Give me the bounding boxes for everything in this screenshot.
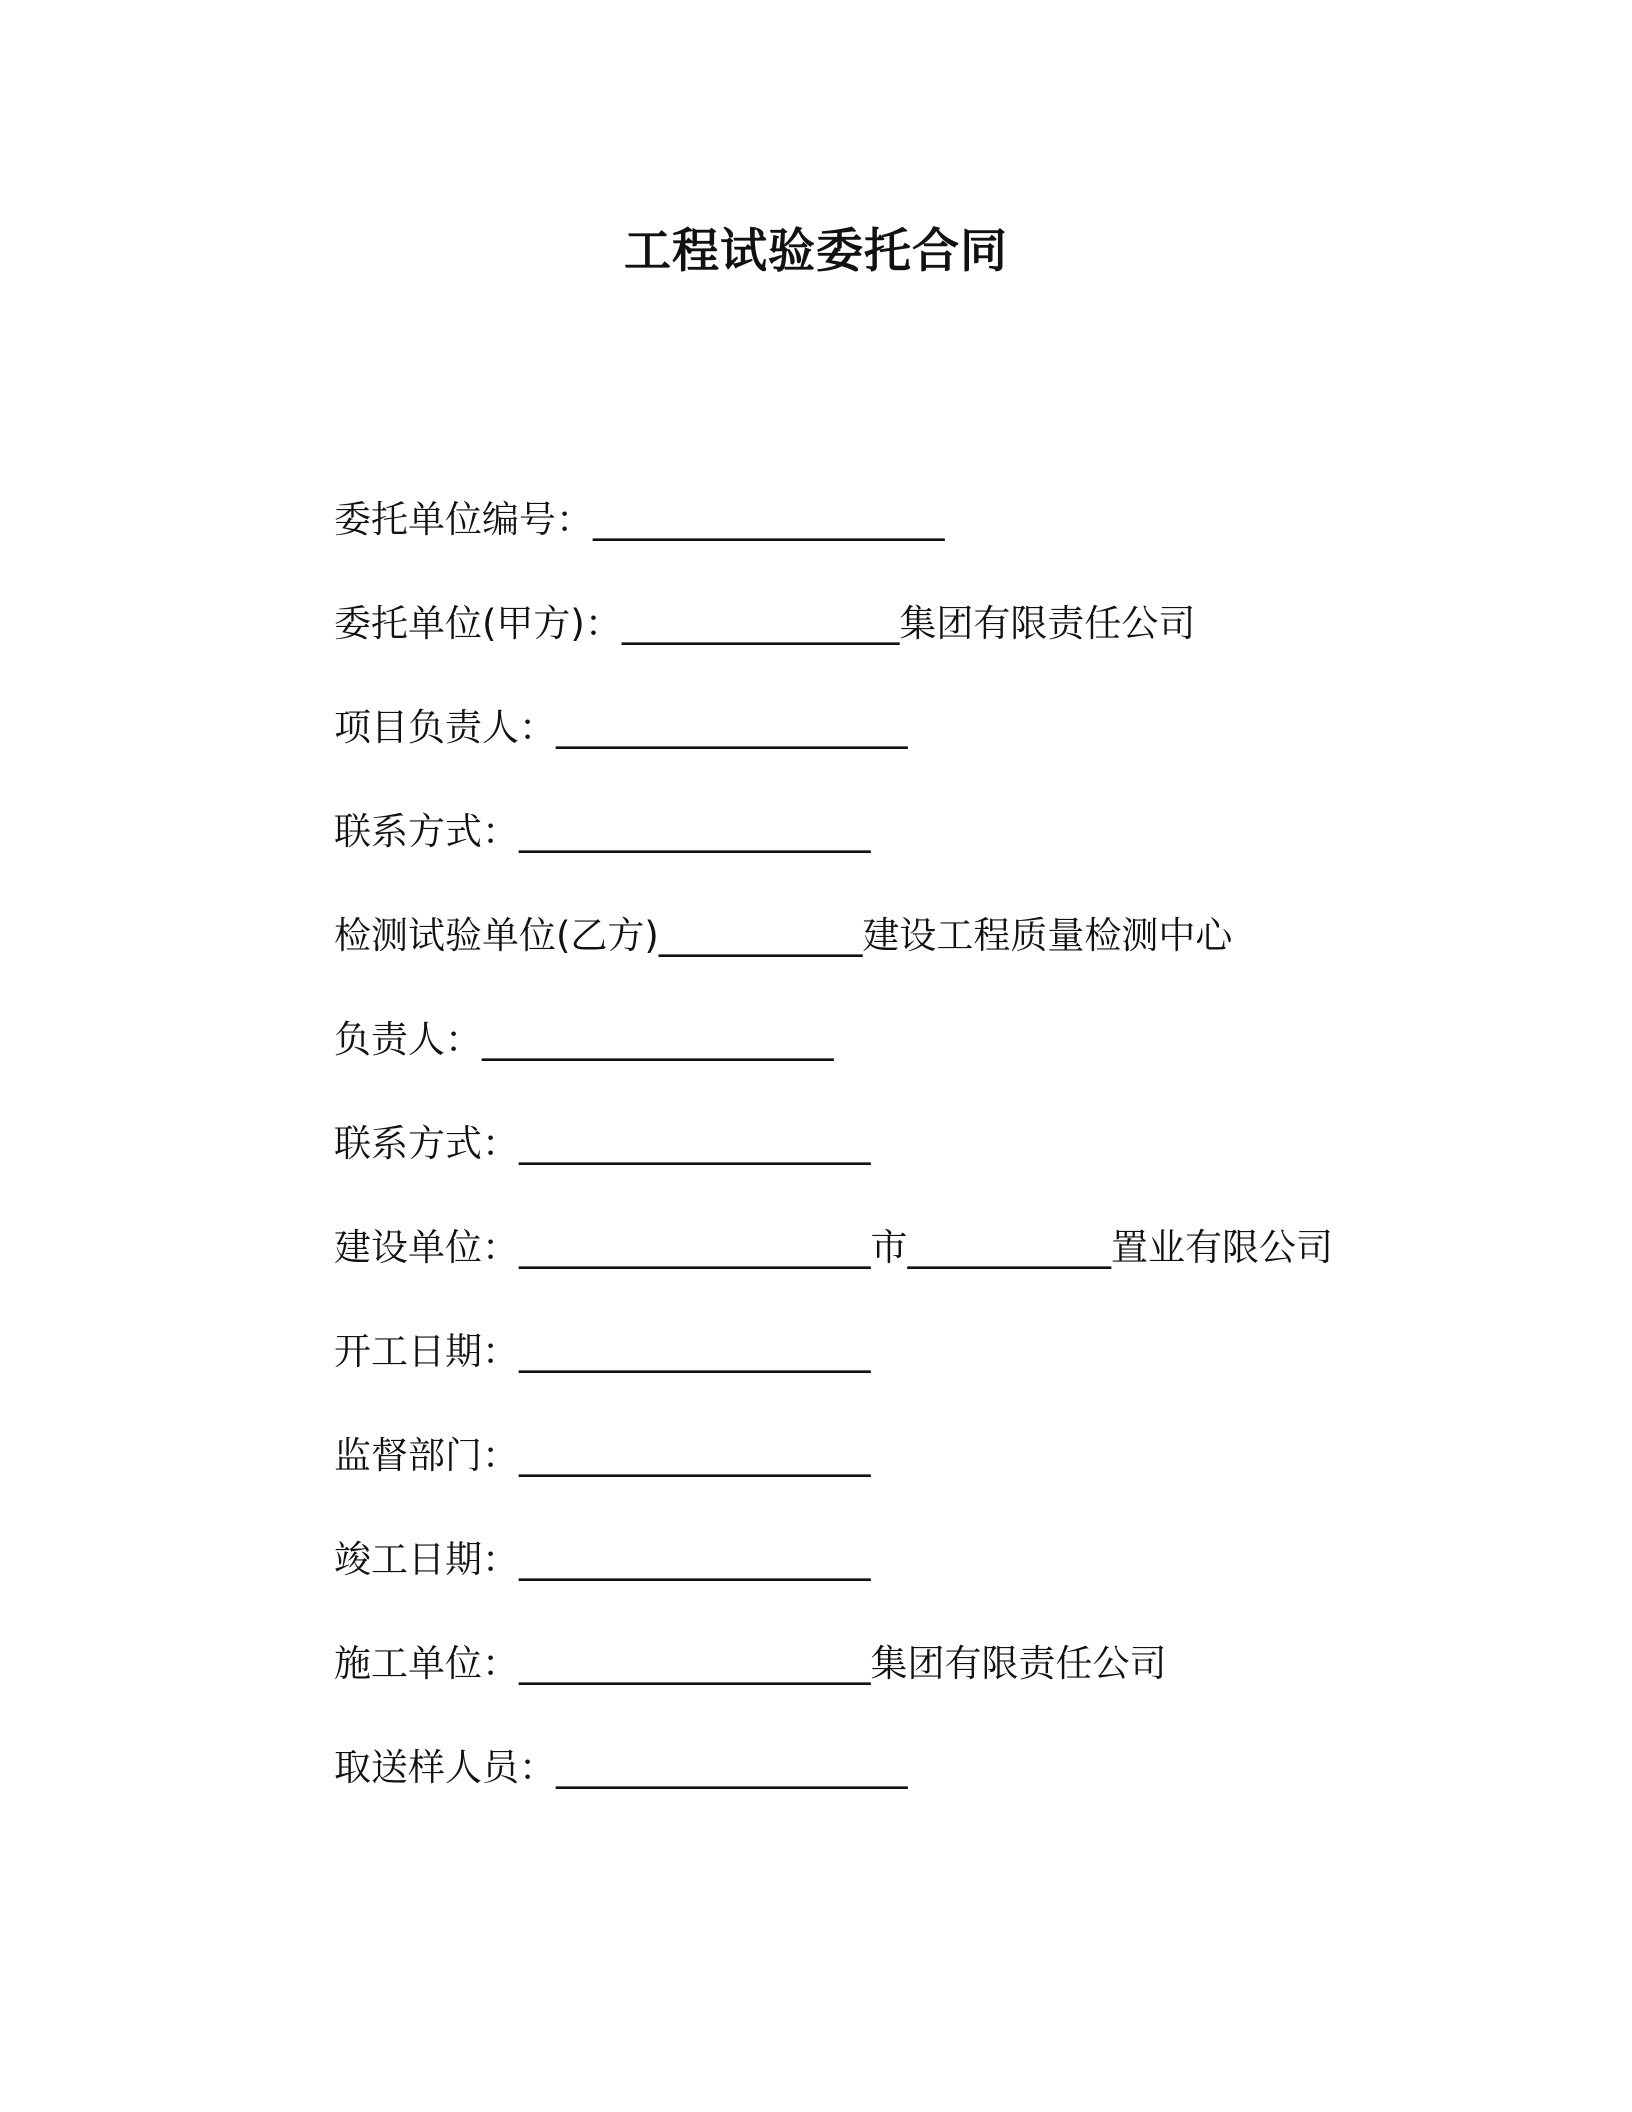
field-contact-b: [334, 1116, 1584, 1220]
contract-fields: [334, 492, 1584, 1844]
field-supervision-dept-text: 监督部门：___________________: [334, 1434, 871, 1477]
field-contact-a: [334, 804, 1584, 908]
field-project-manager: [334, 700, 1584, 804]
field-sampling-staff-text: 取送样人员：___________________: [334, 1746, 908, 1789]
field-testing-party-b-text: 检测试验单位(乙方)___________建设工程质量检测中心: [334, 914, 1233, 957]
field-testing-party-b: [334, 908, 1584, 1012]
field-sampling-staff: [334, 1740, 1584, 1844]
field-contractor: [334, 1636, 1584, 1740]
field-client-party-a-text: 委托单位(甲方)：_______________集团有限责任公司: [334, 602, 1196, 645]
field-responsible-person: [334, 1012, 1584, 1116]
field-supervision-dept: [334, 1428, 1584, 1532]
field-contractor-text: 施工单位：___________________集团有限责任公司: [334, 1642, 1167, 1685]
field-client-number-text: 委托单位编号：___________________: [334, 498, 945, 541]
field-completion-date-text: 竣工日期：___________________: [334, 1538, 871, 1581]
field-construction-owner: [334, 1220, 1584, 1324]
field-contact-b-text: 联系方式：___________________: [334, 1122, 871, 1165]
field-client-number: [334, 492, 1584, 596]
field-responsible-person-text: 负责人：___________________: [334, 1018, 834, 1061]
field-start-date-text: 开工日期：___________________: [334, 1330, 871, 1373]
field-construction-owner-text: 建设单位：___________________市___________置业有限公司: [334, 1226, 1333, 1269]
field-contact-a-text: 联系方式：___________________: [334, 810, 871, 853]
field-project-manager-text: 项目负责人：___________________: [334, 706, 908, 749]
field-completion-date: [334, 1532, 1584, 1636]
field-client-party-a: [334, 596, 1584, 700]
document-title: 工程试验委托合同: [624, 224, 1008, 279]
field-start-date: [334, 1324, 1584, 1428]
